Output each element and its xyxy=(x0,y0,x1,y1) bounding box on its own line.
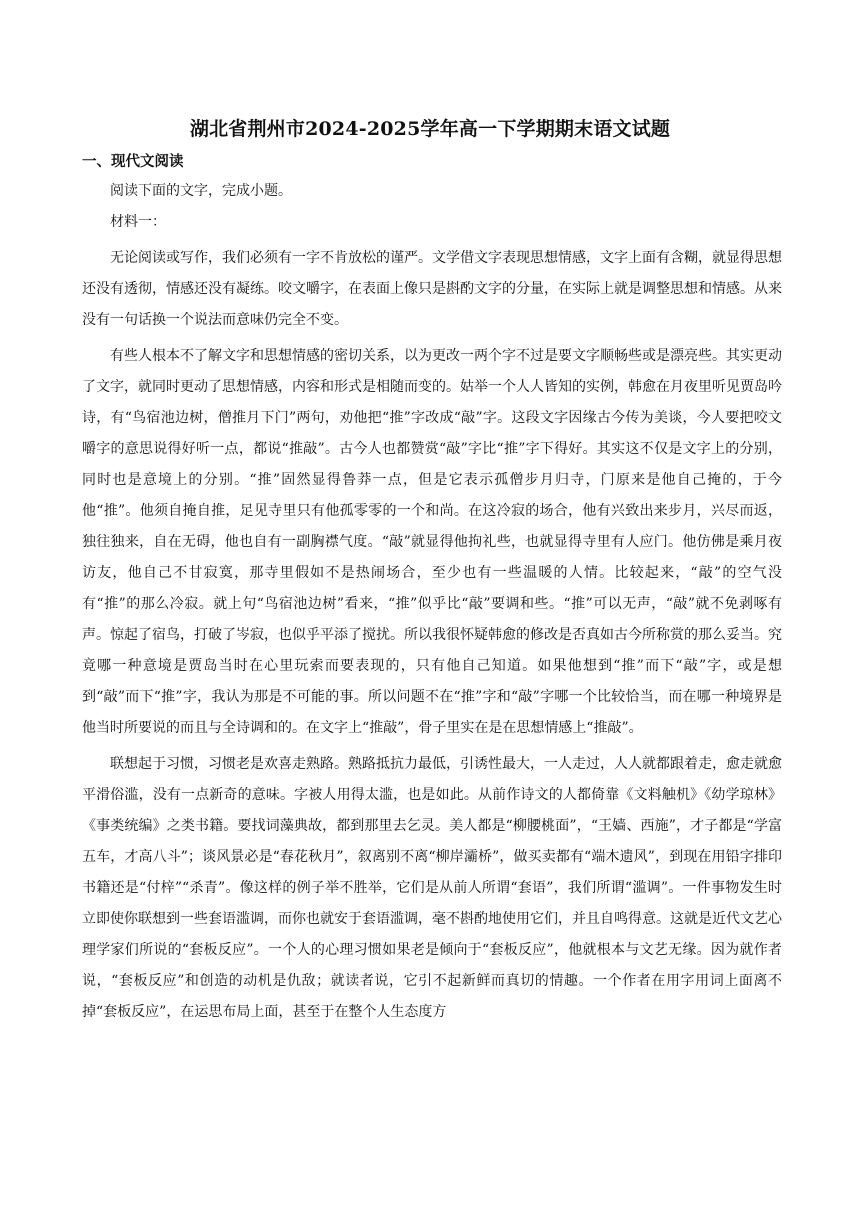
reading-instruction: 阅读下面的文字，完成小题。 xyxy=(110,183,292,199)
document-body xyxy=(82,176,782,1028)
paragraph-1: 无论阅读或写作，我们必须有一字不肯放松的谨严。文学借文字表现思想情感，文字上面有含糊，就显得思想还没有透彻，情感还没有凝练。咬文嚼字，在表面上像只是斟酌文字的分量，在实际上就是调整思想和情感。从来没有一句话换一个说法而意味仍完全不变。 xyxy=(82,250,782,328)
paragraph-2: 有些人根本不了解文字和思想情感的密切关系，以为更改一两个字不过是要文字顺畅些或是漂亮些。其实更动了文字，就同时更动了思想情感，内容和形式是相随而变的。姑举一个人人皆知的实例，韩愈在月夜里听见贾岛吟诗，有“鸟宿池边树，僧推月下门”两句，劝他把“推”字改成“敲”字。这段文字因缘古今传为美谈，今人要把咬文嚼字的意思说得好听一点，都说“推敲”。古今人也都赞赏“敲”字比“推”字下得好。其实这不仅是文字上的分别，同时也是意境上的分别。“推”固然显得鲁莽一点，但是它表示孤僧步月归寺，门原来是他自己掩的，于今他“推”。他须自掩自推，足见寺里只有他孤零零的一个和尚。在这冷寂的场合，他有兴致出来步月，兴尽而返，独往独来，自在无碍，他也自有一副胸襟气度。“敲”就显得他拘礼些，也就显得寺里有人应门。他仿佛是乘月夜访友，他自己不甘寂寞，那寺里假如不是热闹场合，至少也有一些温暖的人情。比较起来，“敲”的空气没有“推”的那么冷寂。就上句“鸟宿池边树”看来，“推”似乎比“敲”要调和些。“推”可以无声，“敲”就不免剥啄有声。惊起了宿鸟，打破了岑寂，也似乎平添了搅扰。所以我很怀疑韩愈的修改是否真如古今所称赏的那么妥当。究竟哪一种意境是贾岛当时在心里玩索而要表现的，只有他自己知道。如果他想到“推”而下“敲”字，或是想到“敲”而下“推”字，我认为那是不可能的事。所以问题不在“推”字和“敲”字哪一个比较恰当，而在哪一种境界是他当时所要说的而且与全诗调和的。在文字上“推敲”，骨子里实在是在思想情感上“推敲”。 xyxy=(82,348,782,736)
document-title: 湖北省荆州市2024-2025学年高一下学期期末语文试题 xyxy=(189,118,671,140)
material-label: 材料一： xyxy=(110,214,166,230)
section-heading: 一、现代文阅读 xyxy=(82,154,184,170)
paragraph-3: 联想起于习惯，习惯老是欢喜走熟路。熟路抵抗力最低，引诱性最大，一人走过，人人就都跟着走，愈走就愈平滑俗滥，没有一点新奇的意味。字被人用得太滥，也是如此。从前作诗文的人都倚靠《文料触机》《幼学琼林》《事类统编》之类书籍。要找词藻典故，都到那里去乞灵。美人都是“柳腰桃面”，“王嫱、西施”，才子都是“学富五车，才高八斗”；谈风景必是“春花秋月”，叙离别不离“柳岸灞桥”，做买卖都有“端木遗风”，到现在用铅字排印书籍还是“付梓”“杀青”。像这样的例子举不胜举，它们是从前人所谓“套语”，我们所谓“滥调”。一件事物发生时立即使你联想到一些套语滥调，而你也就安于套语滥调，毫不斟酌地使用它们，并且自鸣得意。这就是近代文艺心理学家们所说的“套板反应”。一个人的心理习惯如果老是倾向于“套板反应”，他就根本与文艺无缘。因为就作者说，“套板反应”和创造的动机是仇敌；就读者说，它引不起新鲜而真切的情趣。一个作者在用字用词上面离不掉“套板反应”，在运思布局上面，甚至于在整个人生态度方 xyxy=(82,756,782,1020)
